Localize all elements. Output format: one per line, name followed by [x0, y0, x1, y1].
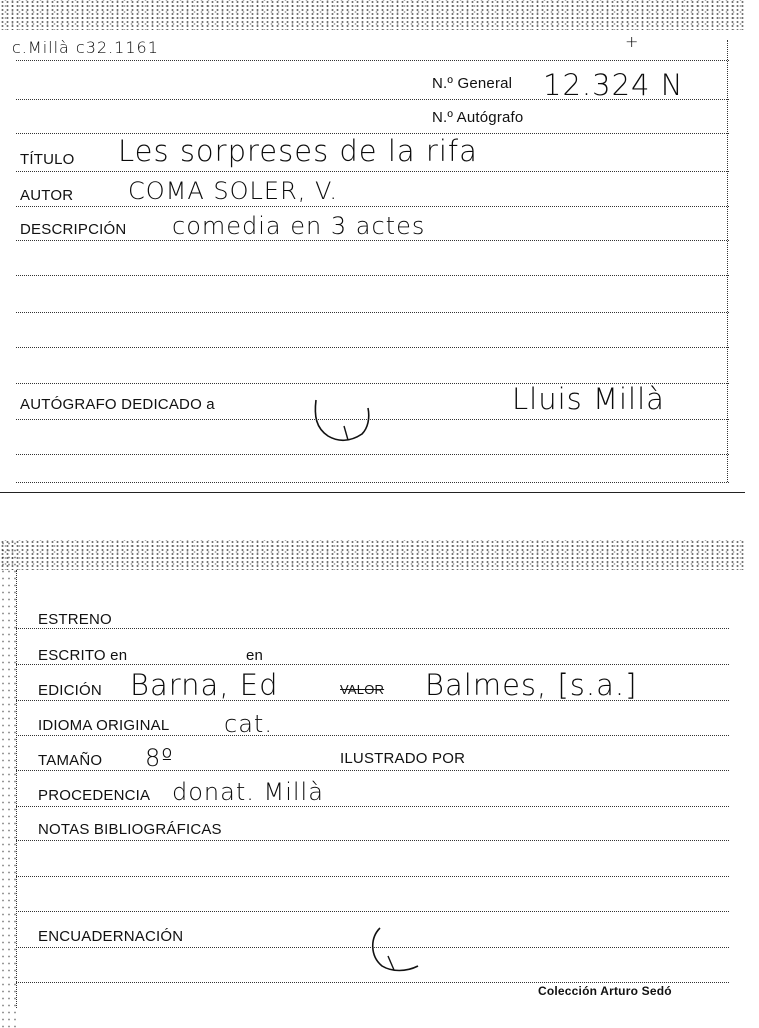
bottom-card-speckle-border [0, 540, 745, 570]
rule-line [16, 911, 729, 912]
escrito-en-label: en [246, 647, 264, 664]
numero-autografo-label: N.º Autógrafo [432, 109, 524, 126]
bottom-card-left-edge [16, 570, 17, 1008]
autografo-dedicado-value: Lluis Millà [512, 382, 665, 416]
rule-line [16, 312, 729, 313]
corner-mark: + [625, 32, 640, 51]
top-card-right-edge [727, 40, 728, 482]
edicion-value-2: Balmes, [s.a.] [425, 668, 638, 702]
rule-line [16, 628, 729, 629]
escrito-label: ESCRITO en [38, 647, 128, 664]
estreno-label: ESTRENO [38, 611, 112, 628]
bracket-mark-icon [366, 926, 426, 978]
autor-label: AUTOR [20, 187, 74, 204]
rule-line [16, 275, 729, 276]
tamano-value: 8º [145, 744, 174, 772]
ilustrado-por-label: ILUSTRADO POR [340, 750, 466, 767]
procedencia-label: PROCEDENCIA [38, 787, 151, 804]
encuadernacion-label: ENCUADERNACIÓN [38, 928, 184, 945]
numero-general-value: 12.324 N [543, 68, 684, 102]
card-separator [0, 492, 745, 493]
rule-line [16, 240, 729, 241]
rule-line [16, 99, 729, 100]
rule-line [16, 982, 729, 983]
bracket-mark-icon [310, 396, 374, 448]
titulo-value: Les sorpreses de la rifa [118, 134, 478, 168]
rule-line [16, 806, 729, 807]
edicion-label: EDICIÓN [38, 682, 102, 699]
descripcion-label: DESCRIPCIÓN [20, 221, 127, 238]
titulo-label: TÍTULO [20, 151, 75, 168]
autografo-dedicado-label: AUTÓGRAFO DEDICADO a [20, 396, 215, 413]
top-catalog-card [0, 0, 745, 492]
call-number: c.Millà c32.1161 [12, 38, 159, 57]
rule-line [16, 700, 729, 701]
rule-line [16, 770, 729, 771]
bottom-catalog-card [0, 540, 745, 1028]
descripcion-value: comedia en 3 actes [172, 212, 426, 240]
edicion-value: Barna, Ed [130, 668, 279, 702]
rule-line [16, 347, 729, 348]
rule-line [16, 60, 729, 61]
autor-value: COMA SOLER, V. [128, 177, 338, 205]
rule-line [16, 454, 729, 455]
coleccion-footer: Colección Arturo Sedó [538, 984, 672, 998]
top-card-speckle-border [0, 0, 745, 30]
rule-line [16, 206, 729, 207]
rule-line [16, 171, 729, 172]
idioma-original-label: IDIOMA ORIGINAL [38, 717, 170, 734]
rule-line [16, 735, 729, 736]
tamano-label: TAMAÑO [38, 752, 103, 769]
idioma-original-value: cat. [224, 710, 273, 738]
rule-line [16, 840, 729, 841]
numero-general-label: N.º General [432, 75, 513, 92]
procedencia-value: donat. Millà [172, 778, 324, 806]
rule-line [16, 664, 729, 665]
notas-bibliograficas-label: NOTAS BIBLIOGRÁFICAS [38, 821, 222, 838]
valor-label-struck: VALOR [340, 682, 385, 697]
rule-line [16, 876, 729, 877]
rule-line [16, 482, 729, 483]
